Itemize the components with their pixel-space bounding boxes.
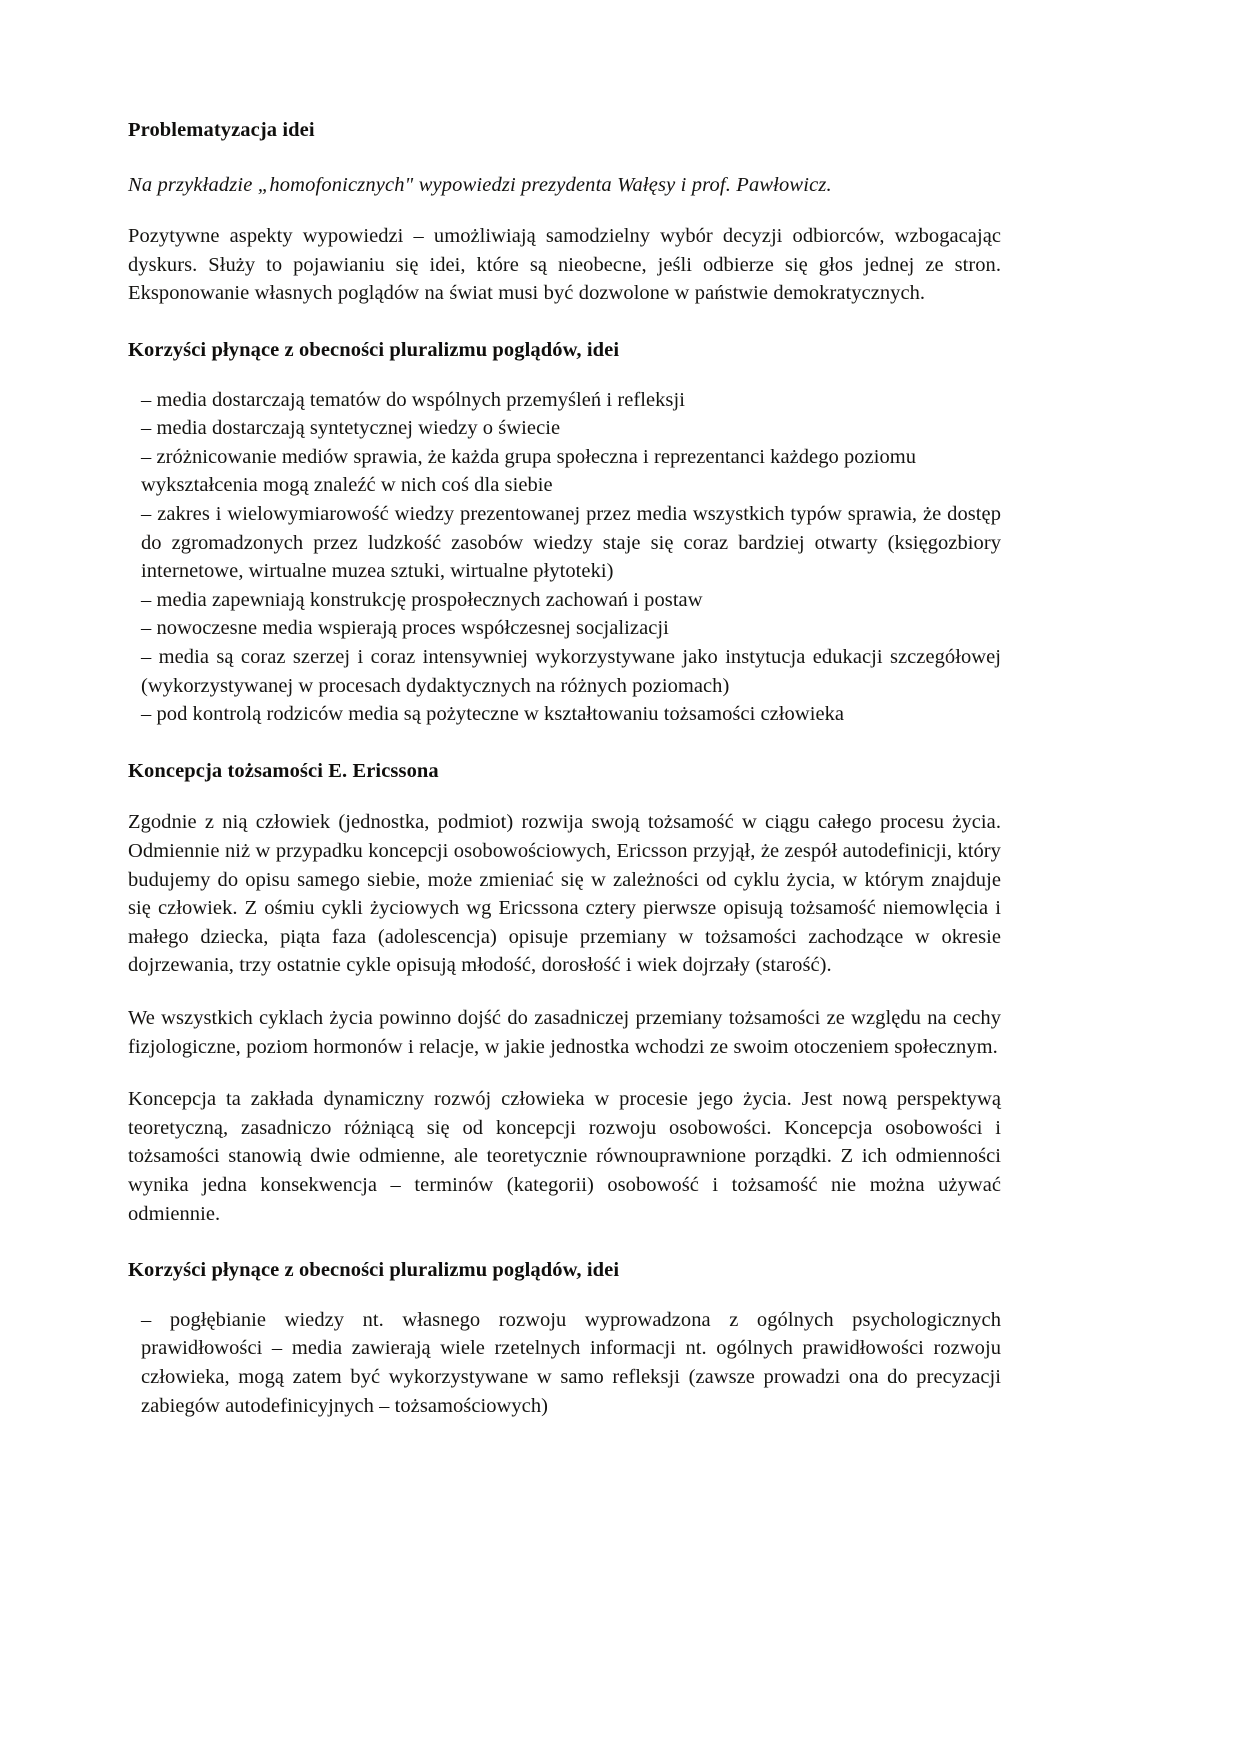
- list-item: – pod kontrolą rodziców media są pożyteczne w kształtowaniu tożsamości człowieka: [141, 703, 845, 726]
- document-body: [128, 118, 1001, 1420]
- list-item: – media dostarczają tematów do wspólnych przemyśleń i refleksji: [141, 388, 685, 411]
- list-item: – media są coraz szerzej i coraz intensywniej wykorzystywane jako instytucja edukacji szczegółowej (wykorzystywanej w procesach dydaktycznych na różnych poziomach): [141, 645, 1001, 697]
- list-item: – zróżnicowanie mediów sprawia, że każda grupa społeczna i reprezentanci każdego poziomu wykształcenia mogą znaleźć w nich coś dla siebie: [141, 445, 917, 497]
- intro-paragraph: Pozytywne aspekty wypowiedzi – umożliwiają samodzielny wybór decyzji odbiorców, wzbogacając dyskurs. Służy to pojawianiu się idei, które są nieobecne, jeśli odbierze się głos jednej ze stron. Eksponowanie własnych poglądów na świat musi być dozwolone w państwie demokratycznych.: [128, 225, 1001, 305]
- section-heading-identity-concept: Koncepcja tożsamości E. Ericssona: [128, 759, 439, 782]
- list-item: – nowoczesne media wspierają proces współczesnej socjalizacji: [141, 617, 669, 640]
- list-item: – media dostarczają syntetycznej wiedzy o świecie: [141, 417, 561, 440]
- list-item: – media zapewniają konstrukcję prospołecznych zachowań i postaw: [141, 588, 703, 611]
- closing-paragraph: – pogłębianie wiedzy nt. własnego rozwoju wyprowadzona z ogólnych psychologicznych prawidłowości – media zawierają wiele rzetelnych informacji nt. ogólnych prawidłowości rozwoju człowieka, mogą zatem być wykorzystywane w samo refleksji (zawsze prowadzi ona do precyzacji zabiegów autodefinicyjnych – tożsamościowych): [141, 1308, 1001, 1417]
- identity-paragraph-3: Koncepcja ta zakłada dynamiczny rozwój człowieka w procesie jego życia. Jest nową perspektywą teoretyczną, zasadniczo różniącą się od koncepcji rozwoju osobowości. Koncepcja osobowości i tożsamości stanowią dwie odmienne, ale teoretycznie równouprawnione porządki. Z ich odmienności wynika jedna konsekwencja – terminów (kategorii) osobowość i tożsamość nie można używać odmiennie.: [128, 1088, 1001, 1225]
- benefits-list: [128, 386, 1001, 729]
- page-title: Problematyzacja idei: [128, 119, 315, 141]
- section-heading-benefits-1: Korzyści płynące z obecności pluralizmu poglądów, idei: [128, 339, 620, 361]
- list-item: – zakres i wielowymiarowość wiedzy prezentowanej przez media wszystkich typów sprawia, że dostęp do zgromadzonych przez ludzkość zasobów wiedzy staje się coraz bardziej otwarty (księgozbiory internetowe, wirtualne muzea sztuki, wirtualne płytoteki): [141, 503, 1001, 583]
- identity-paragraph-2: We wszystkich cyklach życia powinno dojść do zasadniczej przemiany tożsamości ze względu na cechy fizjologiczne, poziom hormonów i relacje, w jakie jednostka wchodzi ze swoim otoczeniem społecznym.: [128, 1006, 1001, 1058]
- identity-paragraph-1: Zgodnie z nią człowiek (jednostka, podmiot) rozwija swoją tożsamość w ciągu całego procesu życia. Odmiennie niż w przypadku koncepcji osobowościowych, Ericsson przyjął, że zespół autodefinicji, który budujemy do opisu samego siebie, może zmieniać się w zależności od cyklu życia, w którym znajduje się człowiek. Z ośmiu cykli życiowych wg Ericssona cztery pierwsze opisują tożsamość niemowlęcia i małego dziecka, piąta faza (adolescencja) opisuje przemiany w tożsamości zachodzące w okresie dojrzewania, trzy ostatnie cykle opisują młodość, dorosłość i wiek dojrzały (starość).: [128, 811, 1001, 977]
- section-heading-benefits-2: Korzyści płynące z obecności pluralizmu poglądów, idei: [128, 1259, 620, 1282]
- document-subtitle: Na przykładzie „homofonicznych" wypowiedzi prezydenta Wałęsy i prof. Pawłowicz.: [128, 173, 832, 196]
